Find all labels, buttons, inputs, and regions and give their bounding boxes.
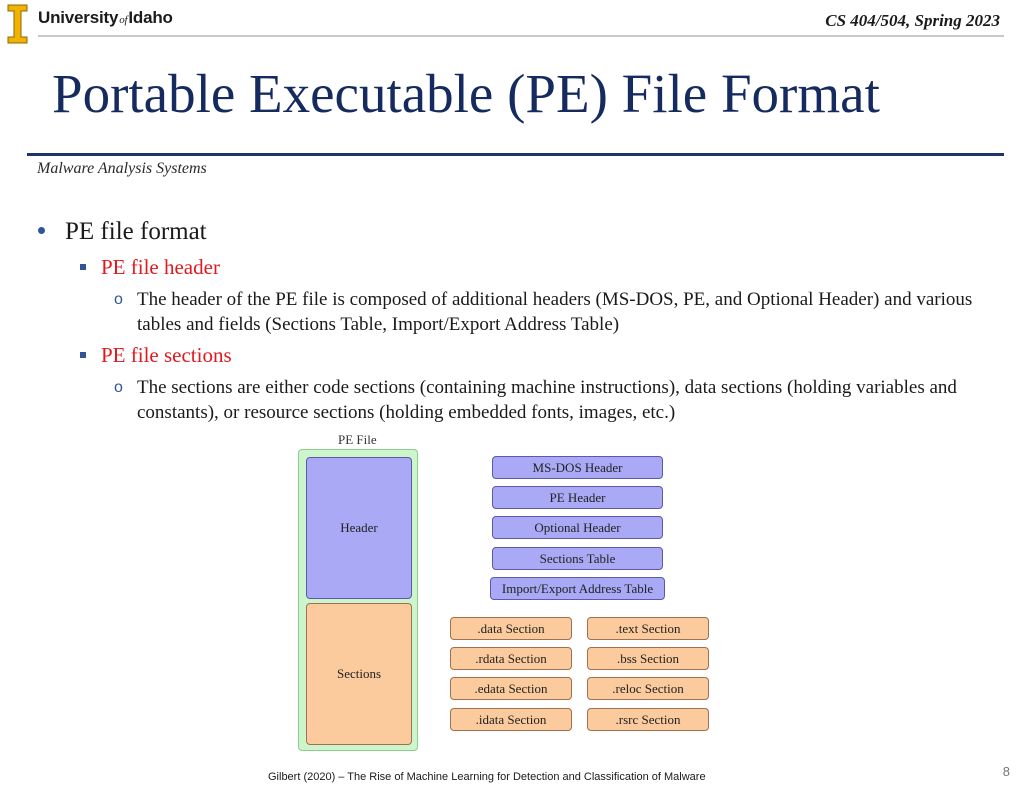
university-logo-icon: [7, 4, 28, 44]
pe-header-box: PE Header: [492, 486, 663, 509]
course-label: CS 404/504, Spring 2023: [825, 11, 1000, 30]
edata-section-box: .edata Section: [450, 677, 572, 700]
reloc-section-box: .reloc Section: [587, 677, 709, 700]
bullet-level1: [38, 218, 207, 246]
page-subtitle: Malware Analysis Systems: [37, 160, 207, 177]
logo-idaho: Idaho: [128, 8, 173, 27]
bullet-sections-detail: [114, 375, 994, 425]
bullet-dot-icon: [38, 227, 45, 234]
optional-header-box: Optional Header: [492, 516, 663, 539]
bullet-pe-header: [80, 255, 220, 280]
header-divider: [38, 35, 1004, 37]
bullet-pe-sections: [80, 343, 232, 368]
bullet-circle-icon: o: [114, 379, 123, 396]
bullet-pe-header-text: PE file header: [101, 255, 220, 279]
bullet-square-icon: [80, 264, 86, 270]
rsrc-section-box: .rsrc Section: [587, 708, 709, 731]
bullet-pe-sections-text: PE file sections: [101, 343, 232, 367]
bullet-header-detail-text: The header of the PE file is composed of additional headers (MS-DOS, PE, and Optional Header) and various tables and fields (Sections Table, Import/Export Address Table): [137, 289, 973, 335]
pe-sections-block: Sections: [306, 603, 412, 745]
university-logo-text: [38, 8, 173, 28]
idata-section-box: .idata Section: [450, 708, 572, 731]
text-section-box: .text Section: [587, 617, 709, 640]
sections-table-box: Sections Table: [492, 547, 663, 570]
diagram-caption: PE File: [338, 432, 377, 447]
footer-citation: Gilbert (2020) – The Rise of Machine Learning for Detection and Classification of Malware: [268, 771, 706, 783]
page-number: 8: [1002, 764, 1010, 779]
import-export-table-box: Import/Export Address Table: [490, 577, 665, 600]
data-section-box: .data Section: [450, 617, 572, 640]
msdos-header-box: MS-DOS Header: [492, 456, 663, 479]
rdata-section-box: .rdata Section: [450, 647, 572, 670]
bullet-level1-text: PE file format: [65, 218, 207, 245]
pe-header-block: Header: [306, 457, 412, 599]
logo-of: of: [119, 14, 128, 26]
bullet-circle-icon: o: [114, 291, 123, 308]
bss-section-box: .bss Section: [587, 647, 709, 670]
bullet-header-detail: [114, 287, 994, 337]
bullet-sections-detail-text: The sections are either code sections (containing machine instructions), data sections (holding variables and constants), or resource sections (holding embedded fonts, images, etc.): [137, 377, 957, 423]
logo-university: University: [38, 8, 119, 27]
title-divider: [27, 153, 1004, 156]
bullet-square-icon: [80, 352, 86, 358]
page-title: Portable Executable (PE) File Format: [52, 63, 880, 124]
